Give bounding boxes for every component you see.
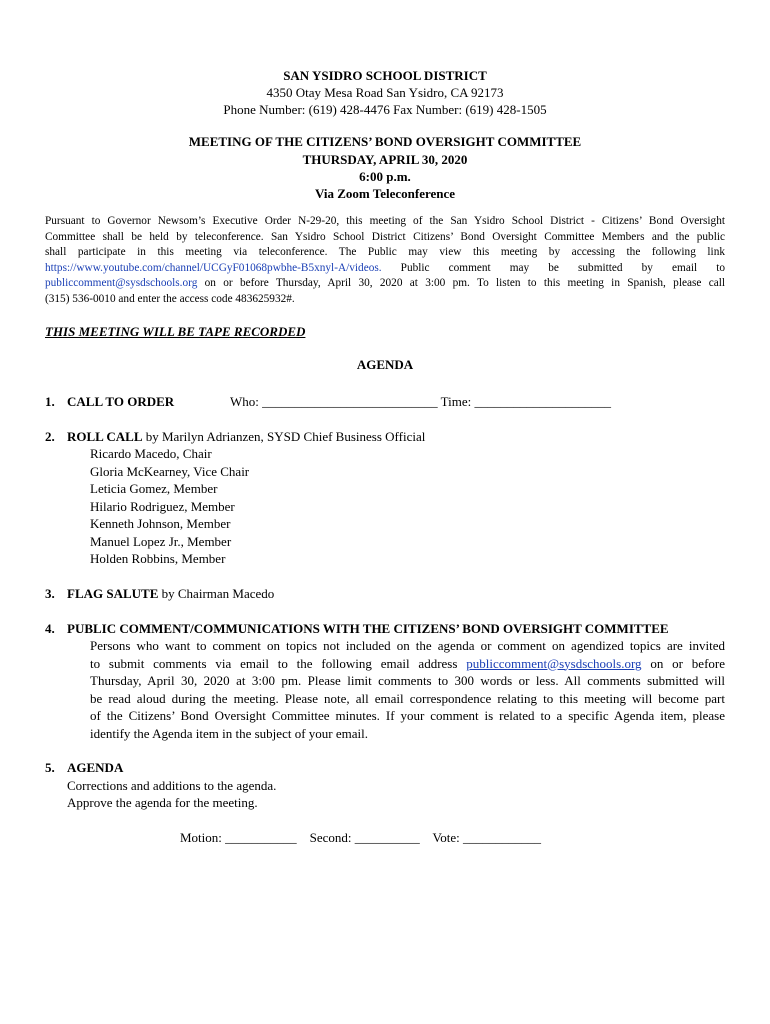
item-number: 5. [45, 760, 55, 775]
intro-line: Committee shall be held by teleconference. San Ysidro School District Citizens’ Bond Oversight Committee Members and the public [45, 230, 725, 243]
member-item: Hilario Rodriguez, Member [90, 498, 235, 514]
paragraph-line: be read aloud during the meeting. Please note, all email correspondence relating to this meeting will become part [90, 690, 725, 706]
member-item: Kenneth Johnson, Member [90, 516, 231, 531]
item-title: AGENDA [67, 760, 124, 775]
roll-call-by: by Marilyn Adrianzen, SYSD Chief Business Official [142, 429, 426, 444]
item-number: 1. [45, 394, 55, 409]
intro-line-text: Public comment may be submitted by email to [381, 261, 725, 274]
paragraph-line: identify the Agenda item in the subject of your email. [90, 725, 368, 741]
paragraph-line-text: on or before [641, 655, 726, 671]
paragraph-line: Persons who want to comment on topics not included on the agenda or comment on agendized topics are invited [90, 638, 725, 653]
paragraph-line: of the Citizens’ Bond Oversight Committee minutes. If your comment is related to a specific Agenda item, please [90, 708, 725, 723]
district-name: SAN YSIDRO SCHOOL DISTRICT [283, 68, 487, 83]
public-comment-email-link[interactable]: publiccomment@sysdschools.org [45, 277, 198, 289]
item-title: PUBLIC COMMENT/COMMUNICATIONS WITH THE CITIZENS’ BOND OVERSIGHT COMMITTEE [67, 621, 669, 636]
motion-fields: Motion: ___________ Second: __________ Vote: ____________ [180, 830, 541, 845]
meeting-title: MEETING OF THE CITIZENS’ BOND OVERSIGHT COMMITTEE [188, 134, 582, 149]
intro-line [45, 276, 725, 292]
agenda-item-public-comment [45, 620, 669, 638]
agenda-item-call-to-order [45, 393, 174, 411]
member-list [90, 445, 249, 568]
intro-line [45, 261, 725, 277]
meeting-date: THURSDAY, APRIL 30, 2020 [302, 152, 468, 167]
paragraph-line: Thursday, April 30, 2020 at 3:00 pm. Please limit comments to 300 words or less. All comments submitted will [90, 673, 725, 688]
tape-notice: THIS MEETING WILL BE TAPE RECORDED [45, 324, 306, 339]
member-item: Holden Robbins, Member [90, 551, 226, 566]
agenda-approve: Approve the agenda for the meeting. [67, 795, 258, 810]
item-title: ROLL CALL [67, 429, 143, 444]
intro-line: shall participate in this meeting via teleconference. The Public may view this meeting by accessing the following link [45, 246, 725, 258]
agenda-heading: AGENDA [356, 357, 414, 372]
item-number: 3. [45, 586, 55, 601]
item-title: CALL TO ORDER [67, 394, 175, 409]
item-title: FLAG SALUTE [67, 586, 159, 601]
district-phone: Phone Number: (619) 428-4476 Fax Number: (619) 428-1505 [223, 102, 547, 117]
meeting-time: 6:00 p.m. [359, 169, 411, 184]
member-item: Ricardo Macedo, Chair [90, 446, 212, 461]
agenda-corrections: Corrections and additions to the agenda. [67, 778, 277, 793]
item-number: 2. [45, 429, 55, 444]
member-item: Leticia Gomez, Member [90, 481, 218, 496]
intro-line-text: on or before Thursday, April 30, 2020 at 3:00 pm. To listen to this meeting in Spanish, please call [197, 277, 725, 289]
paragraph-line [90, 655, 725, 673]
call-to-order-fields: Who: ___________________________ Time: _____________________ [230, 394, 611, 409]
agenda-item-flag-salute [45, 585, 274, 603]
intro-line: Pursuant to Governor Newsom’s Executive Order N-29-20, this meeting of the San Ysidro School District - Citizens’ Bond Oversight [45, 215, 725, 227]
youtube-link[interactable]: https://www.youtube.com/channel/UCGyF01068pwbhe-B5xnyl-A/videos. [45, 261, 382, 274]
district-address: 4350 Otay Mesa Road San Ysidro, CA 92173 [266, 85, 504, 100]
paragraph-line-text: to submit comments via email to the following email address [90, 655, 467, 671]
intro-paragraph [45, 214, 725, 307]
public-comment-paragraph [90, 637, 725, 742]
intro-line: (315) 536-0010 and enter the access code 483625932#. [45, 292, 295, 305]
member-item: Manuel Lopez Jr., Member [90, 533, 232, 549]
flag-salute-by: by Chairman Macedo [158, 586, 275, 601]
member-item: Gloria McKearney, Vice Chair [90, 463, 250, 479]
agenda-item-agenda [45, 759, 123, 777]
item-number: 4. [45, 621, 55, 636]
public-comment-email-link[interactable]: publiccomment@sysdschools.org [466, 655, 642, 671]
agenda-item-roll-call [45, 428, 425, 446]
meeting-venue: Via Zoom Teleconference [314, 186, 456, 201]
